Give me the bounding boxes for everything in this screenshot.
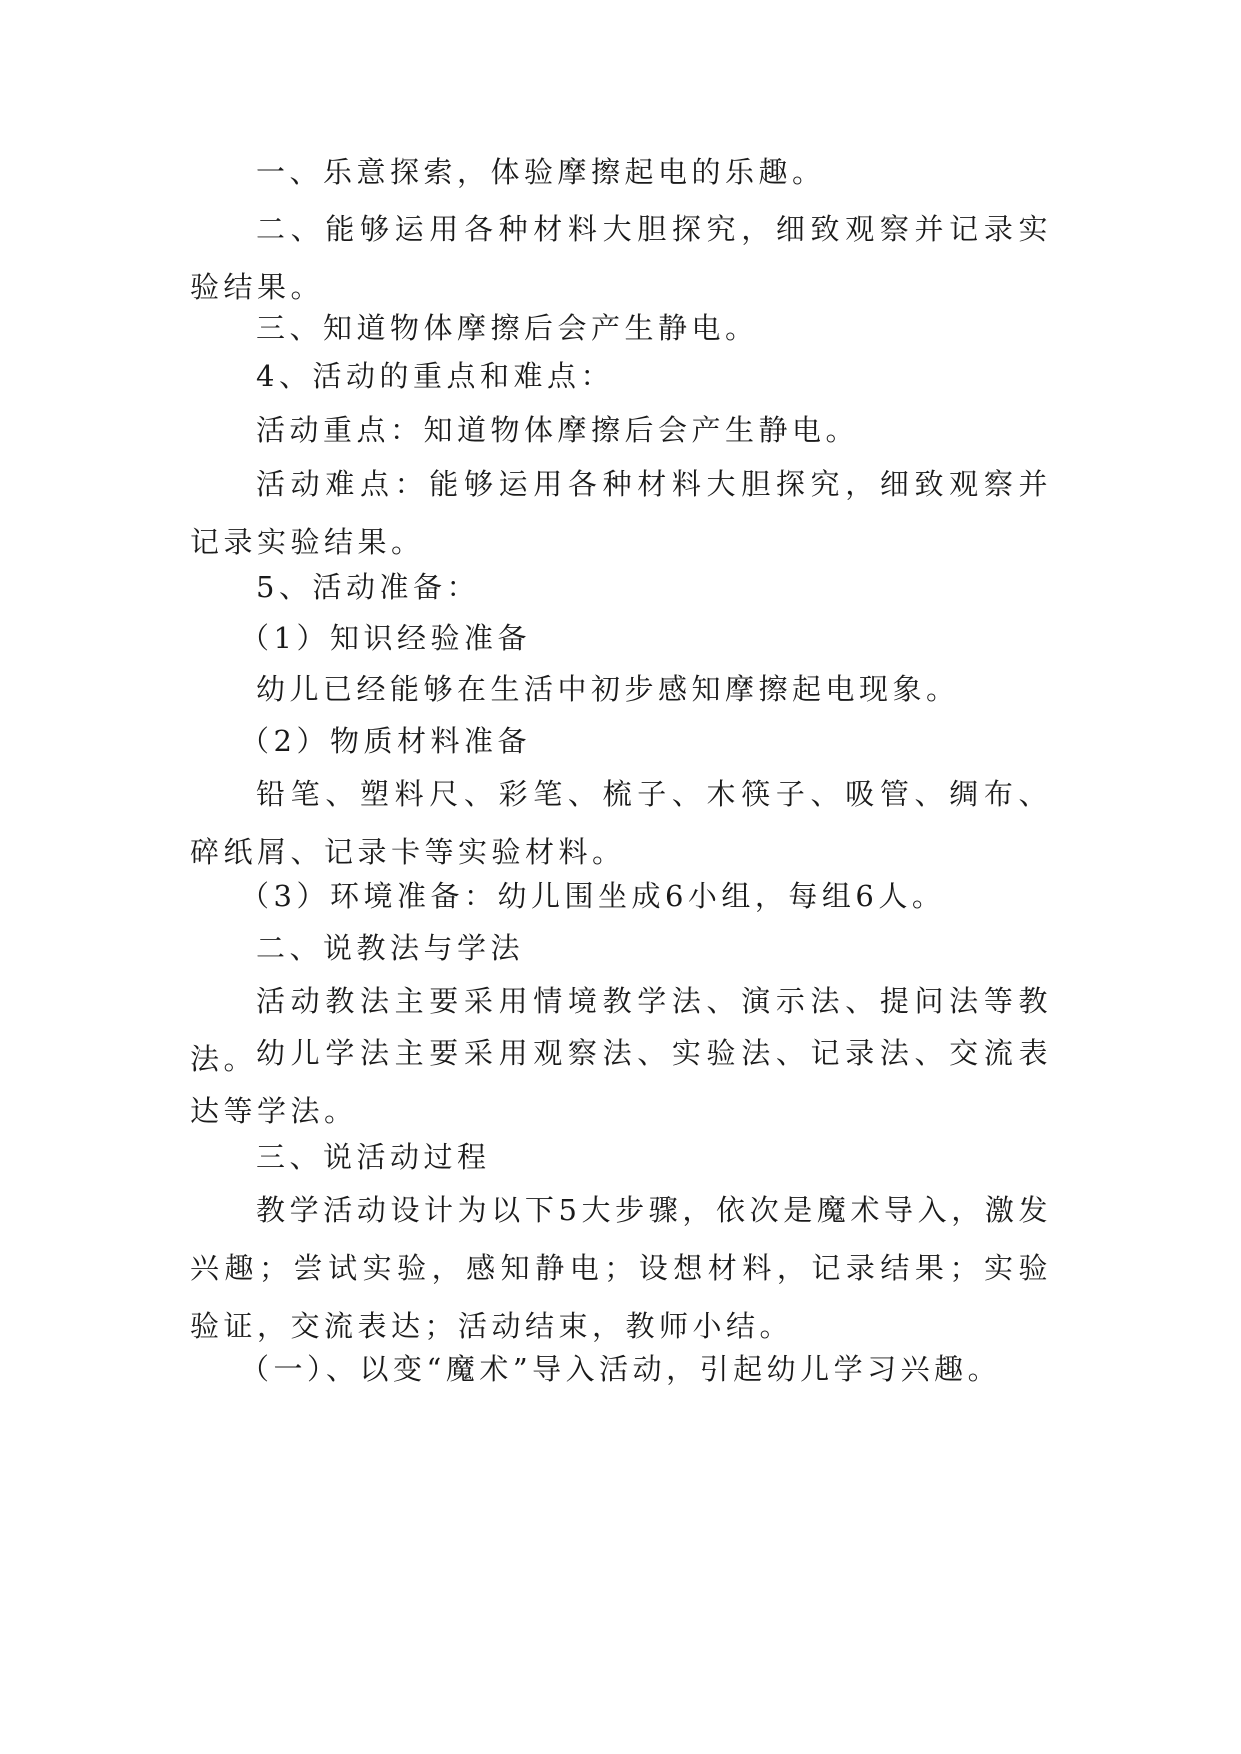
section-heading-process: 三、说活动过程 — [256, 1140, 491, 1174]
section-heading-preparation: 5、活动准备： — [256, 570, 480, 604]
step-one-heading: （一）、以变“魔术”导入活动，引起幼儿学习兴趣。 — [240, 1352, 1002, 1386]
section-heading-methods: 二、说教法与学法 — [256, 931, 525, 965]
section-heading-key-points: 4、活动的重点和难点： — [256, 359, 614, 393]
process-overview: 教学活动设计为以下5大步骤，依次是魔术导入，激发兴趣；尝试实验，感知静电；设想材料，记录结果；实验验证，交流表达；活动结束，教师小结。 — [190, 1193, 1052, 1343]
subheading-materials: （2）物质材料准备 — [240, 724, 531, 758]
materials-text: 铅笔、塑料尺、彩笔、梳子、木筷子、吸管、绸布、碎纸屑、记录卡等实验材料。 — [190, 777, 1052, 869]
environment-text: （3）环境准备：幼儿围坐成6小组，每组6人。 — [240, 879, 946, 913]
learning-methods: 幼儿学法主要采用观察法、实验法、记录法、交流表达等学法。 — [190, 1036, 1052, 1128]
teaching-methods: 活动教法主要采用情境教学法、演示法、提问法等教法。 — [190, 984, 1052, 1076]
goal-three: 三、知道物体摩擦后会产生静电。 — [256, 311, 759, 345]
knowledge-text: 幼儿已经能够在生活中初步感知摩擦起电现象。 — [256, 672, 960, 706]
key-point: 活动重点：知道物体摩擦后会产生静电。 — [256, 413, 860, 447]
goal-one: 一、乐意探索，体验摩擦起电的乐趣。 — [256, 155, 826, 189]
subheading-knowledge: （1）知识经验准备 — [240, 621, 531, 655]
goal-two: 二、能够运用各种材料大胆探究，细致观察并记录实验结果。 — [190, 212, 1052, 304]
difficult-point: 活动难点：能够运用各种材料大胆探究，细致观察并记录实验结果。 — [190, 467, 1052, 559]
